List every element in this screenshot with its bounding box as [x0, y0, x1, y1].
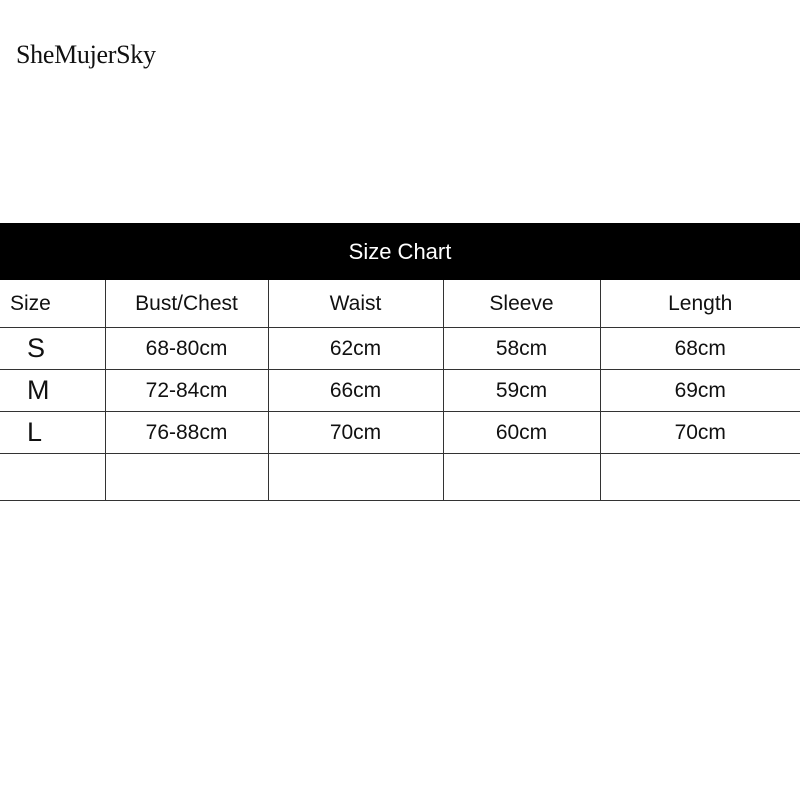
table-row [0, 328, 800, 370]
sleeve-cell: 60cm [443, 412, 600, 454]
size-cell: S [0, 328, 105, 370]
empty-cell [443, 454, 600, 501]
length-cell: 70cm [600, 412, 800, 454]
size-chart-table [0, 280, 800, 501]
sleeve-cell: 59cm [443, 370, 600, 412]
length-cell: 69cm [600, 370, 800, 412]
sleeve-cell: 58cm [443, 328, 600, 370]
waist-cell: 70cm [268, 412, 443, 454]
empty-cell [600, 454, 800, 501]
column-header-sleeve: Sleeve [443, 280, 600, 328]
column-header-length: Length [600, 280, 800, 328]
bust-chest-cell: 68-80cm [105, 328, 268, 370]
waist-cell: 62cm [268, 328, 443, 370]
empty-cell [105, 454, 268, 501]
bust-chest-cell: 72-84cm [105, 370, 268, 412]
column-header-waist: Waist [268, 280, 443, 328]
table-row [0, 412, 800, 454]
waist-cell: 66cm [268, 370, 443, 412]
table-header-row [0, 280, 800, 328]
column-header-size: Size [0, 280, 105, 328]
size-cell: L [0, 412, 105, 454]
empty-cell [0, 454, 105, 501]
size-cell: M [0, 370, 105, 412]
bust-chest-cell: 76-88cm [105, 412, 268, 454]
empty-table-row [0, 454, 800, 501]
column-header-bust-chest: Bust/Chest [105, 280, 268, 328]
length-cell: 68cm [600, 328, 800, 370]
size-chart-title: Size Chart [348, 238, 452, 264]
table-row [0, 370, 800, 412]
size-chart-title-bar [0, 223, 800, 280]
empty-cell [268, 454, 443, 501]
brand-logo-text: SheMujerSky [16, 40, 156, 69]
